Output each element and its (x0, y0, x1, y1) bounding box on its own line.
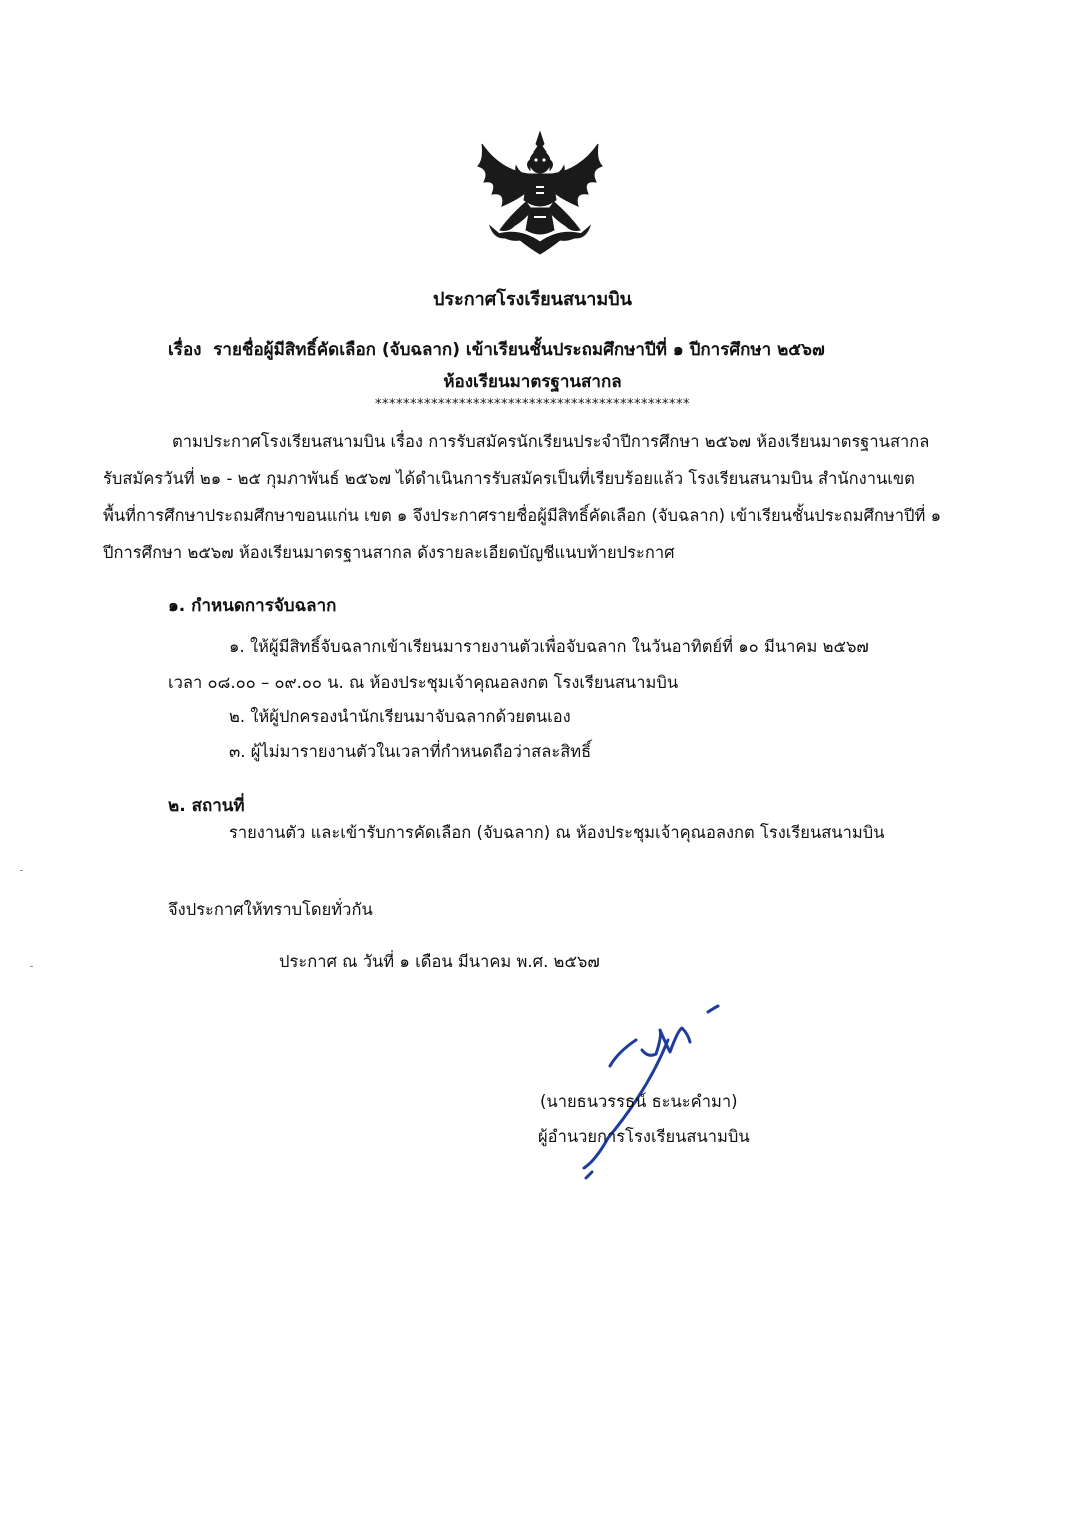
subject-line-2: ห้องเรียนมาตรฐานสากล (443, 372, 622, 392)
document-title: ประกาศโรงเรียนสนามบิน (433, 289, 632, 310)
scan-speck (30, 966, 33, 967)
section-1-item-3: ๓. ผู้ไม่มารายงานตัวในเวลาที่กำหนดถือว่าสละสิทธิ์ (229, 742, 592, 761)
signatory-name: (นายธนวรรธน์ ธะนะคำมา) (540, 1092, 738, 1111)
separator-line: ********************************************* (375, 397, 690, 412)
announcement-date: ประกาศ ณ วันที่ ๑ เดือน มีนาคม พ.ศ. ๒๕๖๗ (279, 952, 600, 971)
section-2-text: รายงานตัว และเข้ารับการคัดเลือก (จับฉลาก) ณ ห้องประชุมเจ้าคุณอลงกต โรงเรียนสนามบิน (229, 823, 885, 842)
section-1-item-1-line-1: ๑. ให้ผู้มีสิทธิ์จับฉลากเข้าเรียนมารายงานตัวเพื่อจับฉลาก ในวันอาทิตย์ที่ ๑๐ มีนาคม ๒๕๖๗ (229, 637, 869, 656)
subject-label: เรื่อง (168, 340, 202, 360)
intro-line-1: ตามประกาศโรงเรียนสนามบิน เรื่อง การรับสมัครนักเรียนประจำปีการศึกษา ๒๕๖๗ ห้องเรียนมาตรฐานสากล (172, 432, 930, 451)
section-1-item-2: ๒. ให้ผู้ปกครองนำนักเรียนมาจับฉลากด้วยตนเอง (229, 707, 571, 726)
intro-line-4: ปีการศึกษา ๒๕๖๗ ห้องเรียนมาตรฐานสากล ดังรายละเอียดบัญชีแนบท้ายประกาศ (103, 543, 675, 562)
section-1-heading: ๑. กำหนดการจับฉลาก (168, 596, 337, 616)
handwritten-signature-icon (548, 1000, 748, 1180)
closing-announce: จึงประกาศให้ทราบโดยทั่วกัน (168, 900, 373, 919)
signatory-position: ผู้อำนวยการโรงเรียนสนามบิน (538, 1127, 750, 1146)
intro-line-3: พื้นที่การศึกษาประถมศึกษาขอนแก่น เขต ๑ จึงประกาศรายชื่อผู้มีสิทธิ์คัดเลือก (จับฉลาก) เข้าเรียนชั้นประถมศึกษาปีที่ ๑ (103, 506, 942, 525)
subject-text: รายชื่อผู้มีสิทธิ์คัดเลือก (จับฉลาก) เข้าเรียนชั้นประถมศึกษาปีที่ ๑ ปีการศึกษา ๒๕๖๗ (213, 340, 825, 360)
subject-line (168, 336, 825, 363)
intro-line-2: รับสมัครวันที่ ๒๑ - ๒๕ กุมภาพันธ์ ๒๕๖๗ ได้ดำเนินการรับสมัครเป็นที่เรียบร้อยแล้ว โรงเรียนสนามบิน สำนักงานเขต (103, 469, 915, 488)
section-1-item-1-line-2: เวลา ๐๘.๐๐ – ๐๙.๐๐ น. ณ ห้องประชุมเจ้าคุณอลงกต โรงเรียนสนามบิน (168, 673, 679, 692)
section-2-heading: ๒. สถานที่ (168, 796, 245, 816)
garuda-emblem-icon (470, 130, 610, 260)
scan-speck (20, 870, 23, 871)
